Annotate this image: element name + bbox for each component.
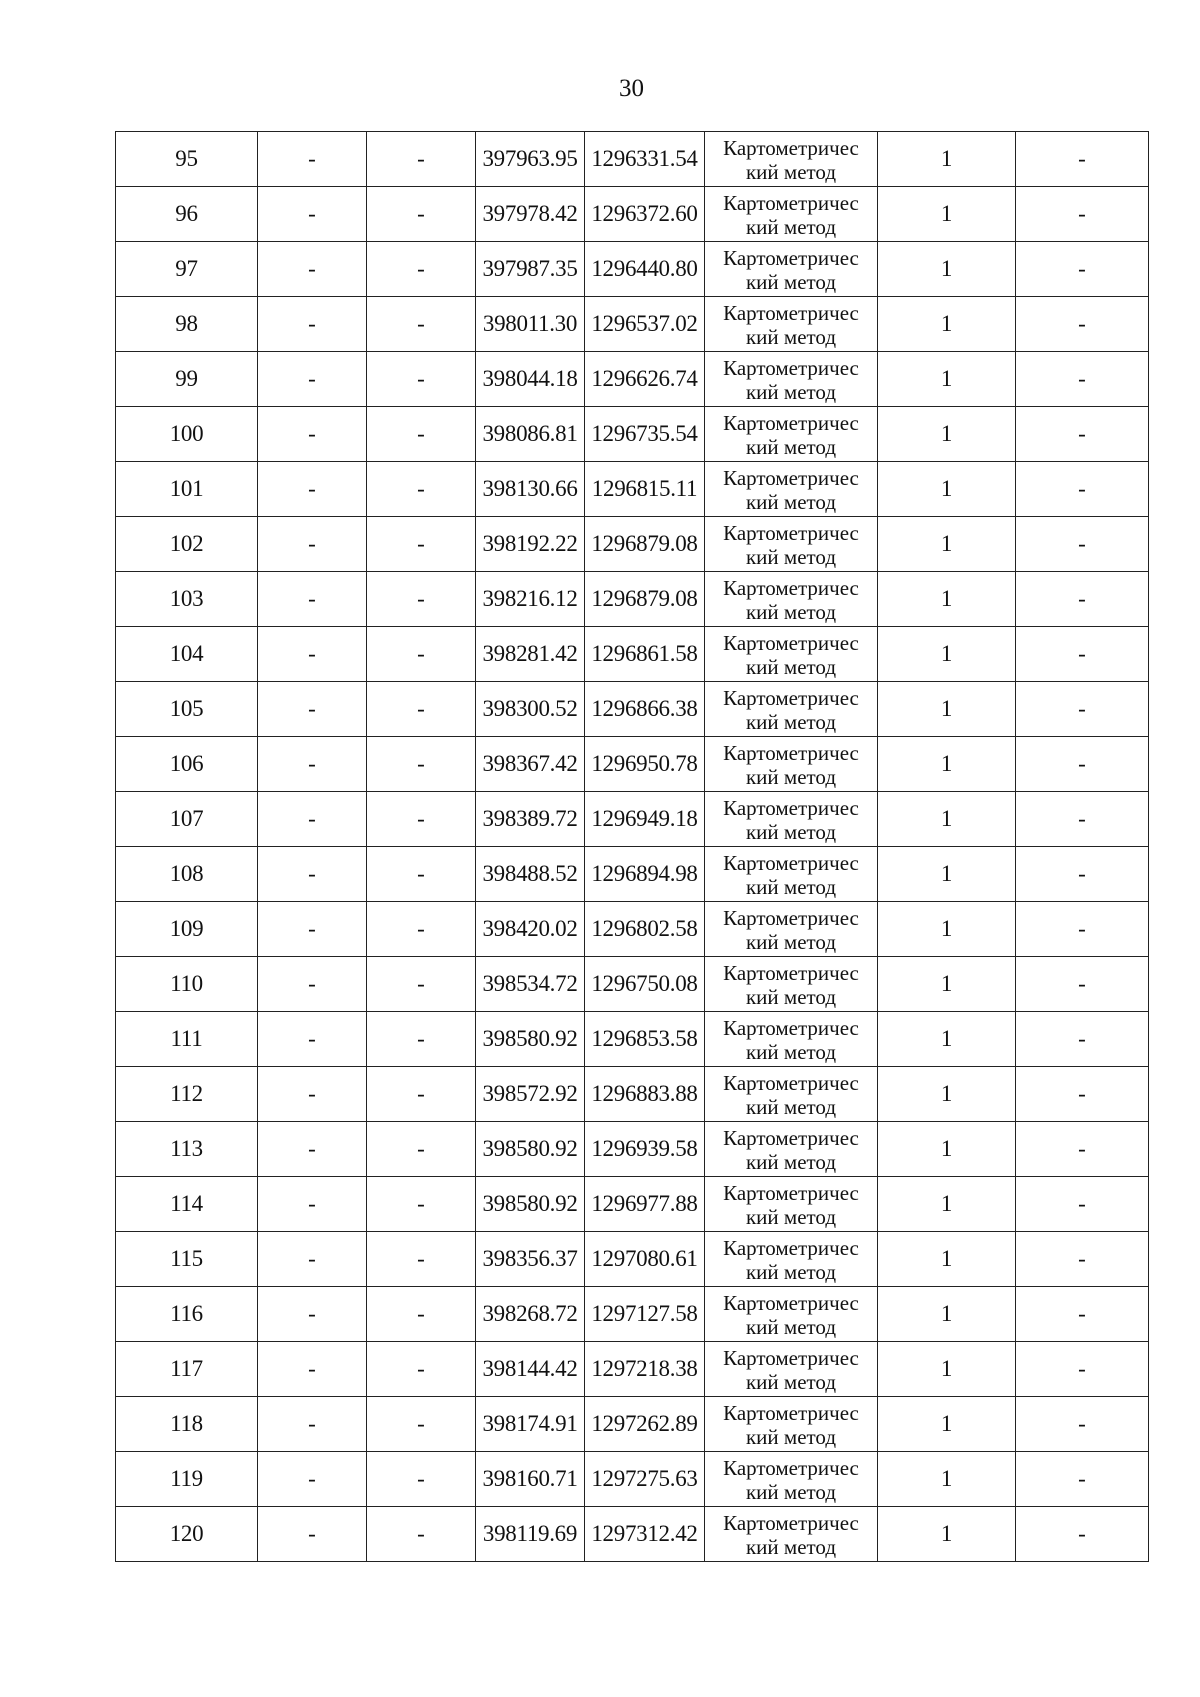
method-cell [705, 1507, 878, 1562]
method-line-2: кий метод [745, 1204, 837, 1229]
empty-value-cell: - [1016, 682, 1149, 737]
method-cell [705, 352, 878, 407]
point-number-cell: 115 [116, 1232, 258, 1287]
method-line-1: Картометричес [723, 1290, 859, 1315]
method-line-1: Картометричес [723, 1235, 859, 1260]
point-number-cell: 120 [116, 1507, 258, 1562]
empty-value-cell: - [1016, 1177, 1149, 1232]
empty-value-cell: - [1016, 902, 1149, 957]
empty-value-cell: - [1016, 1122, 1149, 1177]
method-line-2: кий метод [745, 379, 837, 404]
y-coordinate-cell: 1297312.42 [585, 1507, 705, 1562]
empty-value-cell: - [367, 242, 476, 297]
method-cell [705, 682, 878, 737]
y-coordinate-cell: 1297127.58 [585, 1287, 705, 1342]
table-row [116, 627, 1149, 682]
method-line-1: Картометричес [723, 1400, 859, 1425]
point-number-cell: 112 [116, 1067, 258, 1122]
method-line-2: кий метод [745, 874, 837, 899]
empty-value-cell: - [1016, 1342, 1149, 1397]
table-row [116, 737, 1149, 792]
empty-value-cell: - [1016, 352, 1149, 407]
x-coordinate-cell: 398580.92 [476, 1012, 585, 1067]
table-row [116, 1397, 1149, 1452]
empty-value-cell: - [367, 902, 476, 957]
method-cell [705, 517, 878, 572]
empty-value-cell: - [367, 187, 476, 242]
method-line-1: Картометричес [723, 905, 859, 930]
point-number-cell: 97 [116, 242, 258, 297]
y-coordinate-cell: 1296802.58 [585, 902, 705, 957]
table-row [116, 1507, 1149, 1562]
method-cell [705, 627, 878, 682]
x-coordinate-cell: 398174.91 [476, 1397, 585, 1452]
empty-value-cell: - [367, 682, 476, 737]
method-line-2: кий метод [745, 489, 837, 514]
method-line-2: кий метод [745, 159, 837, 184]
method-cell [705, 737, 878, 792]
method-cell [705, 792, 878, 847]
point-number-cell: 114 [116, 1177, 258, 1232]
x-coordinate-cell: 398420.02 [476, 902, 585, 957]
empty-value-cell: - [367, 847, 476, 902]
y-coordinate-cell: 1296866.38 [585, 682, 705, 737]
empty-value-cell: - [1016, 1452, 1149, 1507]
method-line-2: кий метод [745, 1094, 837, 1119]
table-row [116, 847, 1149, 902]
empty-value-cell: - [367, 957, 476, 1012]
y-coordinate-cell: 1296735.54 [585, 407, 705, 462]
y-coordinate-cell: 1296537.02 [585, 297, 705, 352]
empty-value-cell: - [258, 792, 367, 847]
point-number-cell: 116 [116, 1287, 258, 1342]
empty-value-cell: - [1016, 572, 1149, 627]
method-line-1: Картометричес [723, 300, 859, 325]
empty-value-cell: - [1016, 407, 1149, 462]
x-coordinate-cell: 397963.95 [476, 132, 585, 187]
accuracy-cell: 1 [878, 1012, 1016, 1067]
empty-value-cell: - [258, 1507, 367, 1562]
table-row [116, 682, 1149, 737]
table-row [116, 792, 1149, 847]
y-coordinate-cell: 1296626.74 [585, 352, 705, 407]
empty-value-cell: - [367, 407, 476, 462]
accuracy-cell: 1 [878, 462, 1016, 517]
x-coordinate-cell: 398572.92 [476, 1067, 585, 1122]
point-number-cell: 96 [116, 187, 258, 242]
empty-value-cell: - [367, 297, 476, 352]
empty-value-cell: - [258, 187, 367, 242]
empty-value-cell: - [1016, 957, 1149, 1012]
method-line-2: кий метод [745, 1479, 837, 1504]
accuracy-cell: 1 [878, 572, 1016, 627]
point-number-cell: 103 [116, 572, 258, 627]
empty-value-cell: - [1016, 132, 1149, 187]
empty-value-cell: - [258, 462, 367, 517]
x-coordinate-cell: 397987.35 [476, 242, 585, 297]
empty-value-cell: - [367, 627, 476, 682]
method-line-2: кий метод [745, 1534, 837, 1559]
accuracy-cell: 1 [878, 1342, 1016, 1397]
x-coordinate-cell: 398011.30 [476, 297, 585, 352]
y-coordinate-cell: 1297080.61 [585, 1232, 705, 1287]
method-line-1: Картометричес [723, 960, 859, 985]
empty-value-cell: - [1016, 1232, 1149, 1287]
empty-value-cell: - [258, 1122, 367, 1177]
point-number-cell: 111 [116, 1012, 258, 1067]
empty-value-cell: - [1016, 1397, 1149, 1452]
empty-value-cell: - [367, 737, 476, 792]
empty-value-cell: - [258, 627, 367, 682]
x-coordinate-cell: 398580.92 [476, 1122, 585, 1177]
empty-value-cell: - [367, 462, 476, 517]
x-coordinate-cell: 398389.72 [476, 792, 585, 847]
table-row [116, 187, 1149, 242]
y-coordinate-cell: 1297275.63 [585, 1452, 705, 1507]
empty-value-cell: - [1016, 1507, 1149, 1562]
accuracy-cell: 1 [878, 407, 1016, 462]
table-row [116, 242, 1149, 297]
x-coordinate-cell: 398356.37 [476, 1232, 585, 1287]
table-row [116, 1177, 1149, 1232]
x-coordinate-cell: 397978.42 [476, 187, 585, 242]
x-coordinate-cell: 398216.12 [476, 572, 585, 627]
method-line-1: Картометричес [723, 1510, 859, 1535]
empty-value-cell: - [258, 682, 367, 737]
x-coordinate-cell: 398534.72 [476, 957, 585, 1012]
empty-value-cell: - [1016, 792, 1149, 847]
method-line-1: Картометричес [723, 135, 859, 160]
empty-value-cell: - [367, 1232, 476, 1287]
method-line-2: кий метод [745, 1369, 837, 1394]
method-line-1: Картометричес [723, 1455, 859, 1480]
empty-value-cell: - [367, 1012, 476, 1067]
empty-value-cell: - [258, 572, 367, 627]
empty-value-cell: - [367, 1452, 476, 1507]
method-line-2: кий метод [745, 434, 837, 459]
accuracy-cell: 1 [878, 1122, 1016, 1177]
empty-value-cell: - [258, 847, 367, 902]
method-line-2: кий метод [745, 544, 837, 569]
x-coordinate-cell: 398086.81 [476, 407, 585, 462]
empty-value-cell: - [367, 517, 476, 572]
method-line-1: Картометричес [723, 1180, 859, 1205]
empty-value-cell: - [258, 737, 367, 792]
empty-value-cell: - [258, 132, 367, 187]
accuracy-cell: 1 [878, 1397, 1016, 1452]
method-cell [705, 957, 878, 1012]
method-line-1: Картометричес [723, 685, 859, 710]
empty-value-cell: - [367, 1287, 476, 1342]
method-cell [705, 187, 878, 242]
method-line-1: Картометричес [723, 795, 859, 820]
y-coordinate-cell: 1296440.80 [585, 242, 705, 297]
empty-value-cell: - [258, 1067, 367, 1122]
accuracy-cell: 1 [878, 1177, 1016, 1232]
method-cell [705, 462, 878, 517]
point-number-cell: 98 [116, 297, 258, 352]
point-number-cell: 106 [116, 737, 258, 792]
method-line-2: кий метод [745, 324, 837, 349]
accuracy-cell: 1 [878, 682, 1016, 737]
method-line-2: кий метод [745, 1424, 837, 1449]
empty-value-cell: - [258, 1452, 367, 1507]
empty-value-cell: - [367, 1397, 476, 1452]
table-row [116, 132, 1149, 187]
x-coordinate-cell: 398300.52 [476, 682, 585, 737]
method-cell [705, 1232, 878, 1287]
empty-value-cell: - [1016, 517, 1149, 572]
method-line-1: Картометричес [723, 355, 859, 380]
x-coordinate-cell: 398044.18 [476, 352, 585, 407]
accuracy-cell: 1 [878, 352, 1016, 407]
method-line-1: Картометричес [723, 1015, 859, 1040]
coordinates-table [115, 131, 1149, 1562]
method-line-2: кий метод [745, 1039, 837, 1064]
method-cell [705, 1342, 878, 1397]
y-coordinate-cell: 1296879.08 [585, 572, 705, 627]
x-coordinate-cell: 398144.42 [476, 1342, 585, 1397]
point-number-cell: 95 [116, 132, 258, 187]
empty-value-cell: - [258, 1232, 367, 1287]
table-row [116, 572, 1149, 627]
method-line-2: кий метод [745, 984, 837, 1009]
empty-value-cell: - [258, 1397, 367, 1452]
accuracy-cell: 1 [878, 1232, 1016, 1287]
accuracy-cell: 1 [878, 132, 1016, 187]
method-line-1: Картометричес [723, 1345, 859, 1370]
point-number-cell: 109 [116, 902, 258, 957]
y-coordinate-cell: 1297262.89 [585, 1397, 705, 1452]
point-number-cell: 117 [116, 1342, 258, 1397]
table-row [116, 352, 1149, 407]
method-line-2: кий метод [745, 269, 837, 294]
method-line-1: Картометричес [723, 1070, 859, 1095]
method-cell [705, 242, 878, 297]
accuracy-cell: 1 [878, 737, 1016, 792]
empty-value-cell: - [1016, 297, 1149, 352]
point-number-cell: 101 [116, 462, 258, 517]
accuracy-cell: 1 [878, 957, 1016, 1012]
empty-value-cell: - [367, 1177, 476, 1232]
point-number-cell: 119 [116, 1452, 258, 1507]
method-cell [705, 1177, 878, 1232]
empty-value-cell: - [367, 572, 476, 627]
point-number-cell: 104 [116, 627, 258, 682]
empty-value-cell: - [367, 1122, 476, 1177]
table-row [116, 517, 1149, 572]
empty-value-cell: - [1016, 1012, 1149, 1067]
x-coordinate-cell: 398130.66 [476, 462, 585, 517]
y-coordinate-cell: 1296853.58 [585, 1012, 705, 1067]
empty-value-cell: - [1016, 627, 1149, 682]
method-line-2: кий метод [745, 1149, 837, 1174]
empty-value-cell: - [258, 902, 367, 957]
y-coordinate-cell: 1296879.08 [585, 517, 705, 572]
empty-value-cell: - [258, 242, 367, 297]
method-line-1: Картометричес [723, 575, 859, 600]
y-coordinate-cell: 1296883.88 [585, 1067, 705, 1122]
method-cell [705, 1122, 878, 1177]
method-cell [705, 572, 878, 627]
empty-value-cell: - [258, 407, 367, 462]
method-line-1: Картометричес [723, 850, 859, 875]
point-number-cell: 118 [116, 1397, 258, 1452]
table-row [116, 1232, 1149, 1287]
point-number-cell: 110 [116, 957, 258, 1012]
empty-value-cell: - [1016, 1287, 1149, 1342]
method-cell [705, 407, 878, 462]
method-cell [705, 1012, 878, 1067]
method-line-1: Картометричес [723, 630, 859, 655]
method-cell [705, 297, 878, 352]
table-row [116, 902, 1149, 957]
empty-value-cell: - [258, 957, 367, 1012]
table-row [116, 1012, 1149, 1067]
empty-value-cell: - [258, 352, 367, 407]
point-number-cell: 99 [116, 352, 258, 407]
table-row [116, 297, 1149, 352]
y-coordinate-cell: 1296939.58 [585, 1122, 705, 1177]
point-number-cell: 107 [116, 792, 258, 847]
method-line-1: Картометричес [723, 1125, 859, 1150]
method-cell [705, 1397, 878, 1452]
table-body [116, 132, 1149, 1562]
empty-value-cell: - [1016, 187, 1149, 242]
empty-value-cell: - [258, 1342, 367, 1397]
accuracy-cell: 1 [878, 297, 1016, 352]
x-coordinate-cell: 398119.69 [476, 1507, 585, 1562]
method-line-1: Картометричес [723, 520, 859, 545]
y-coordinate-cell: 1296977.88 [585, 1177, 705, 1232]
empty-value-cell: - [367, 132, 476, 187]
x-coordinate-cell: 398580.92 [476, 1177, 585, 1232]
y-coordinate-cell: 1296372.60 [585, 187, 705, 242]
y-coordinate-cell: 1296331.54 [585, 132, 705, 187]
point-number-cell: 105 [116, 682, 258, 737]
table-row [116, 1122, 1149, 1177]
method-cell [705, 902, 878, 957]
empty-value-cell: - [367, 792, 476, 847]
table-row [116, 462, 1149, 517]
method-line-2: кий метод [745, 654, 837, 679]
x-coordinate-cell: 398488.52 [476, 847, 585, 902]
method-line-2: кий метод [745, 764, 837, 789]
y-coordinate-cell: 1296894.98 [585, 847, 705, 902]
y-coordinate-cell: 1296861.58 [585, 627, 705, 682]
empty-value-cell: - [1016, 737, 1149, 792]
table-row [116, 957, 1149, 1012]
method-cell [705, 132, 878, 187]
method-line-2: кий метод [745, 709, 837, 734]
y-coordinate-cell: 1296815.11 [585, 462, 705, 517]
method-cell [705, 1287, 878, 1342]
accuracy-cell: 1 [878, 792, 1016, 847]
method-line-2: кий метод [745, 819, 837, 844]
x-coordinate-cell: 398281.42 [476, 627, 585, 682]
page-number: 30 [619, 75, 644, 102]
method-cell [705, 1452, 878, 1507]
empty-value-cell: - [1016, 462, 1149, 517]
empty-value-cell: - [367, 1507, 476, 1562]
accuracy-cell: 1 [878, 517, 1016, 572]
x-coordinate-cell: 398192.22 [476, 517, 585, 572]
empty-value-cell: - [367, 1342, 476, 1397]
accuracy-cell: 1 [878, 627, 1016, 682]
point-number-cell: 113 [116, 1122, 258, 1177]
y-coordinate-cell: 1297218.38 [585, 1342, 705, 1397]
table-row [116, 1067, 1149, 1122]
point-number-cell: 108 [116, 847, 258, 902]
empty-value-cell: - [367, 1067, 476, 1122]
accuracy-cell: 1 [878, 847, 1016, 902]
method-line-1: Картометричес [723, 190, 859, 215]
method-cell [705, 847, 878, 902]
empty-value-cell: - [258, 1012, 367, 1067]
table-row [116, 1452, 1149, 1507]
accuracy-cell: 1 [878, 1067, 1016, 1122]
accuracy-cell: 1 [878, 1452, 1016, 1507]
empty-value-cell: - [1016, 1067, 1149, 1122]
empty-value-cell: - [258, 1287, 367, 1342]
empty-value-cell: - [258, 1177, 367, 1232]
table-row [116, 407, 1149, 462]
method-line-1: Картометричес [723, 465, 859, 490]
y-coordinate-cell: 1296950.78 [585, 737, 705, 792]
point-number-cell: 100 [116, 407, 258, 462]
table-row [116, 1287, 1149, 1342]
y-coordinate-cell: 1296949.18 [585, 792, 705, 847]
empty-value-cell: - [367, 352, 476, 407]
x-coordinate-cell: 398268.72 [476, 1287, 585, 1342]
empty-value-cell: - [258, 517, 367, 572]
x-coordinate-cell: 398367.42 [476, 737, 585, 792]
method-line-2: кий метод [745, 599, 837, 624]
table-row [116, 1342, 1149, 1397]
method-line-2: кий метод [745, 1259, 837, 1284]
method-line-1: Картометричес [723, 245, 859, 270]
accuracy-cell: 1 [878, 1287, 1016, 1342]
accuracy-cell: 1 [878, 902, 1016, 957]
method-cell [705, 1067, 878, 1122]
method-line-1: Картометричес [723, 740, 859, 765]
method-line-1: Картометричес [723, 410, 859, 435]
empty-value-cell: - [1016, 847, 1149, 902]
method-line-2: кий метод [745, 214, 837, 239]
accuracy-cell: 1 [878, 242, 1016, 297]
method-line-2: кий метод [745, 1314, 837, 1339]
y-coordinate-cell: 1296750.08 [585, 957, 705, 1012]
empty-value-cell: - [1016, 242, 1149, 297]
accuracy-cell: 1 [878, 1507, 1016, 1562]
method-line-2: кий метод [745, 929, 837, 954]
x-coordinate-cell: 398160.71 [476, 1452, 585, 1507]
empty-value-cell: - [258, 297, 367, 352]
accuracy-cell: 1 [878, 187, 1016, 242]
point-number-cell: 102 [116, 517, 258, 572]
